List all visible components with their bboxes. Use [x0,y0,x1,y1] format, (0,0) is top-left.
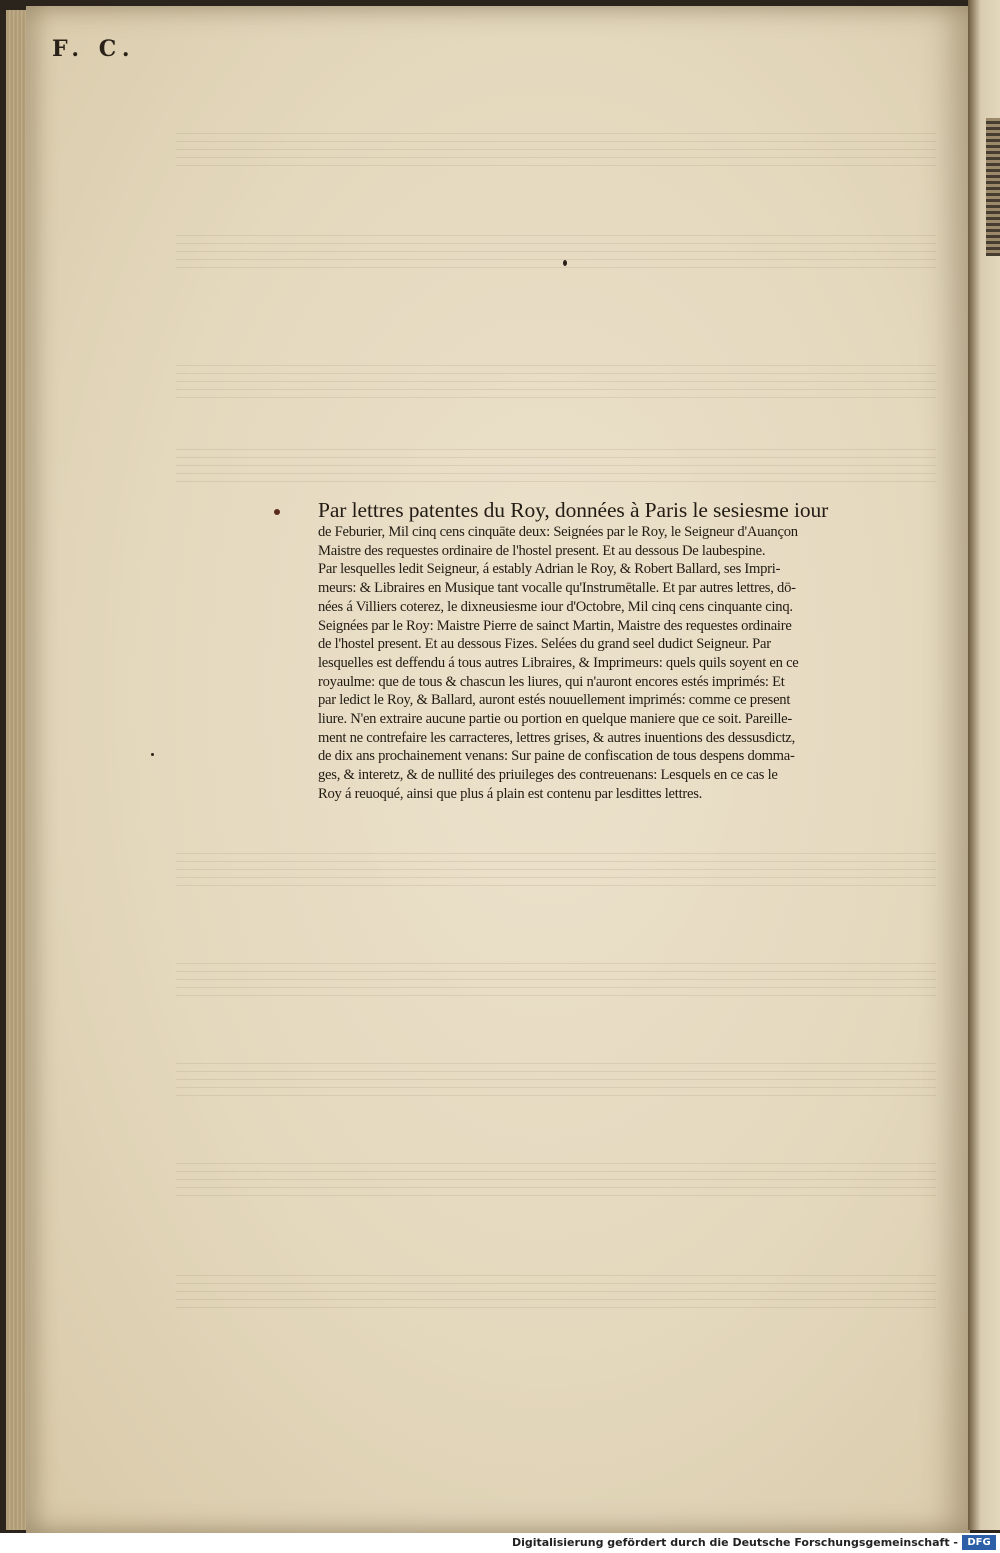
privilege-text [318,497,874,804]
folio-mark: F. C. [52,36,136,62]
facing-page-ornament [986,118,1000,256]
privilege-line: de dix ans prochainement venans: Sur paine de confiscation de tous despens domma- [318,748,795,765]
show-through-staff [176,228,936,268]
ink-speck [563,260,567,266]
show-through-staff [176,1156,936,1196]
privilege-line: Maistre des requestes ordinaire de l'hostel present. Et au dessous De laubespine. [318,542,766,559]
privilege-line: Seignées par le Roy: Maistre Pierre de sainct Martin, Maistre des requestes ordinaire [318,617,792,634]
privilege-line: Par lesquelles ledit Seigneur, á estably Adrian le Roy, & Robert Ballard, ses Impri- [318,561,781,578]
privilege-line: meurs: & Libraires en Musique tant vocalle qu'Instrumētalle. Et par autres lettres, dō- [318,580,796,597]
privilege-line: lesquelles est deffendu á tous autres Libraires, & Imprimeurs: quels quils soyent en ce [318,654,799,671]
show-through-staff [176,1056,936,1096]
show-through-staff [176,358,936,398]
privilege-line: royaulme: que de tous & chascun les liures, qui n'auront encores estés imprimés: Et [318,673,785,690]
show-through-staff [176,126,936,166]
privilege-line: de Feburier, Mil cinq cens cinquāte deux: Seignées par le Roy, le Seigneur d'Auançon [318,524,798,540]
funding-credit: Digitalisierung gefördert durch die Deutsche Forschungsgemeinschaft - [511,1536,958,1549]
show-through-staff [176,956,936,996]
privilege-heading-line: Par lettres patentes du Roy, données à Paris le sesiesme iour [318,498,829,522]
privilege-line: nées á Villiers coterez, le dixneusiesme iour d'Octobre, Mil cinq cens cinquante cinq. [318,598,793,615]
privilege-line: liure. N'en extraire aucune partie ou portion en quelque maniere que ce soit. Pareille- [318,711,793,728]
show-through-staff [176,442,936,482]
privilege-line: ges, & interetz, & de nullité des priuileges des contreuenans: Lesquels en ce cas le [318,767,778,784]
privilege-line: Roy á reuoqué, ainsi que plus á plain est contenu par lesdittes lettres. [318,785,703,802]
privilege-line: ment ne contrefaire les carracteres, lettres grises, & autres inuentions des dessusdictz, [318,729,795,746]
privilege-line: par ledict le Roy, & Ballard, auront estés nouuellement imprimés: comme ce present [318,692,791,709]
ink-speck [151,753,154,756]
show-through-staff [176,846,936,886]
footer-bar [0,1533,1000,1553]
dfg-logo: DFG [962,1535,996,1550]
ink-stain [274,509,280,515]
show-through-staff [176,1268,936,1308]
privilege-line: de l'hostel present. Et au dessous Fizes. Selées du grand seel dudict Seigneur. Par [318,636,771,653]
